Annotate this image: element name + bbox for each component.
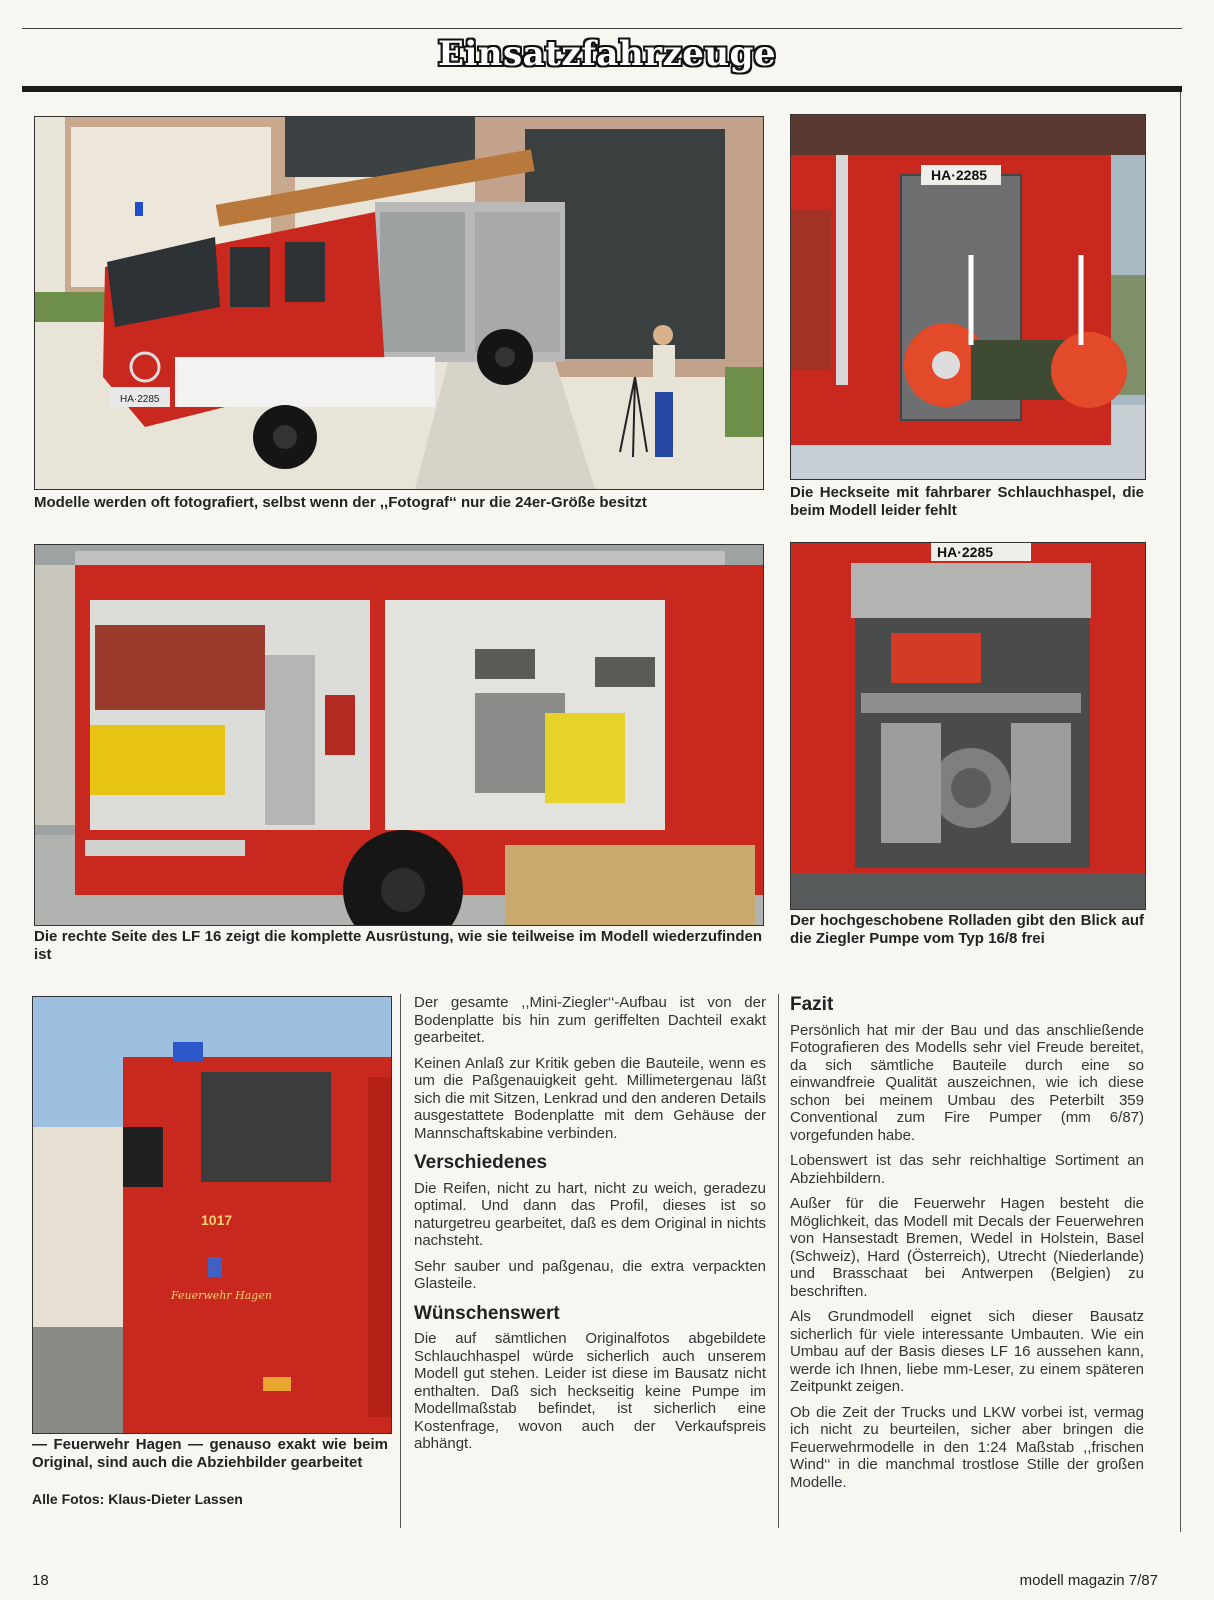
photo-equipment [34, 544, 764, 926]
paragraph: Keinen Anlaß zur Kritik geben die Bauteile, wenn es um die Paßgenauigkeit geht. Millimetergenau läßt sich die mit Sitzen, Lenkrad und den anderen Details ausgestattete Bodenplatte mit dem Gehäuse der Mannschaftskabine verbinden. [414, 1054, 766, 1142]
article-column-right [790, 996, 1144, 1499]
paragraph: Als Grundmodell eignet sich dieser Bausatz sicherlich für viele interessante Umbauten. Wie ein Umbau auf der Basis dieses LF 16 aussehen kann, werde ich Ihnen, liebe mm-Leser, zu einem späteren Zeitpunkt zeigen. [790, 1308, 1144, 1395]
photo-rear [790, 114, 1146, 480]
column-divider-right [778, 994, 779, 1528]
caption-pump: Der hochgeschobene Rolladen gibt den Blick auf die Ziegler Pumpe vom Typ 16/8 frei [790, 912, 1144, 947]
paragraph: Persönlich hat mir der Bau und das anschließende Fotografieren des Modells sehr viel Freude bereitet, da sich sämtliche Bauteile durch eine so einwandfreie Qualität auszeichnen, wie ich diese schon bei meinem Umbau des Peterbilt 359 Conventional zum Fire Pumper (mm 6/87) vorgefunden habe. [790, 1021, 1144, 1144]
front-plate-text: HA·2285 [120, 394, 160, 405]
rear-plate-text: HA·2285 [931, 167, 988, 183]
paragraph: Der gesamte ,,Mini-Ziegler‘‘-Aufbau ist von der Bodenplatte bis hin zum geriffelten Dachteil exakt gearbeitet. [414, 994, 766, 1046]
right-margin-line [1180, 92, 1181, 1532]
photo-credit: Alle Fotos: Klaus-Dieter Lassen [32, 1491, 243, 1507]
paragraph: Die Reifen, nicht zu hart, nicht zu weich, geradezu optimal. Und dann das Profil, dieses ist so naturgetreu gearbeitet, daß es dem Original in nichts nachsteht. [414, 1179, 766, 1249]
caption-rear: Die Heckseite mit fahrbarer Schlauchhaspel, die beim Modell leider fehlt [790, 484, 1144, 519]
photo-pump [790, 542, 1146, 910]
pump-plate-text: HA·2285 [937, 544, 994, 560]
subheading-wuenschenswert: Wünschenswert [414, 1302, 560, 1324]
caption-truck-front: Modelle werden oft fotografiert, selbst wenn der ,,Fotograf‘‘ nur die 24er-Größe besitzt [34, 494, 647, 511]
top-rule [22, 28, 1182, 29]
column-divider-left [400, 994, 401, 1528]
photo-truck-front [34, 116, 764, 490]
paragraph: Die auf sämtlichen Originalfotos abgebildete Schlauchhaspel würde sicherlich auch unserem Modell gut stehen. Leider ist diese im Bausatz nicht enthalten. Daß sich heckseitig keine Pumpe im Modellmaßstab befindet, ist sicherlich eine Kostenfrage, wovon auch der Verkaufspreis abhängt. [414, 1330, 766, 1452]
paragraph: Lobenswert ist das sehr reichhaltige Sortiment an Abziehbildern. [790, 1152, 1144, 1187]
section-title: Einsatzfahrzeuge [437, 34, 777, 74]
page-number: 18 [32, 1572, 49, 1589]
door-number: 1017 [201, 1212, 233, 1228]
paragraph: Außer für die Feuerwehr Hagen besteht die Möglichkeit, das Modell mit Decals der Feuerwehren von Hansestadt Bremen, Wedel in Holstein, Basel (Schweiz), Hard (Österreich), Utrecht (Niederlande) und Brasschaat bei Antwerpen (Belgien) zu beschriften. [790, 1195, 1144, 1300]
paragraph: Sehr sauber und paßgenau, die extra verpackten Glasteile. [414, 1257, 766, 1292]
header-rule [22, 86, 1182, 92]
caption-cab: — Feuerwehr Hagen — genauso exakt wie beim Original, sind auch die Abziehbilder gearbeitet [32, 1436, 388, 1471]
subheading-verschiedenes: Verschiedenes [414, 1152, 548, 1173]
magazine-issue: modell magazin 7/87 [1019, 1572, 1158, 1589]
article-column-middle [414, 994, 766, 1461]
photo-cab [32, 996, 392, 1434]
door-text: Feuerwehr Hagen [171, 1289, 272, 1302]
paragraph: Ob die Zeit der Trucks und LKW vorbei ist, vermag ich nicht zu beurteilen, sicher aber bringen die Feuerwehrmodelle in den 1:24 Maßstab ,,frischen Wind‘‘ in die manchmal trostlose Stille der großen Modelle. [790, 1403, 1144, 1491]
subheading-fazit: Fazit [790, 994, 834, 1015]
caption-equipment: Die rechte Seite des LF 16 zeigt die komplette Ausrüstung, wie sie teilweise im Modell wiederzufinden ist [34, 928, 762, 963]
